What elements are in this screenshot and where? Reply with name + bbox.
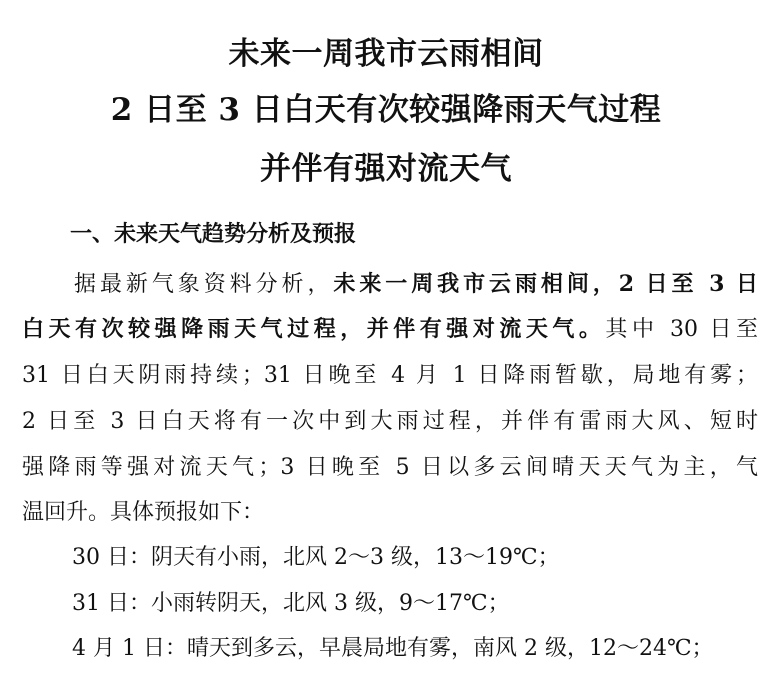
forecast-item: 31 日：小雨转阴天，北风 3 级，9～17℃； [72,591,510,616]
paragraph-line-2 [22,314,758,345]
paragraph-line-2-plain: 其中 30 日至 [605,317,758,342]
paragraph-line-2-bold: 白天有次较强降雨天气过程，并伴有强对流天气。 [22,316,606,342]
paragraph-line-6: 温回升。具体预报如下： [22,500,265,525]
forecast-item: 30 日：阴天有小雨，北风 2～3 级，13～19℃； [72,545,560,570]
paragraph-line-1-bold: 未来一周我市云雨相间，2 日至 3 日 [333,271,758,297]
forecast-item: 4 月 1 日：晴天到多云，早晨局地有雾，南风 2 级，12～24℃； [72,636,714,661]
title-line-1: 未来一周我市云雨相间 [228,36,544,72]
title-line-3: 并伴有强对流天气 [260,151,512,187]
paragraph-line-3: 31 日白天阴雨持续；31 日晚至 4 月 1 日降雨暂歇，局地有雾； [22,363,758,388]
paragraph-line-5: 强降雨等强对流天气；3 日晚至 5 日以多云间晴天天气为主，气 [22,455,758,480]
paragraph-line-1-plain: 据最新气象资料分析， [74,272,334,297]
title-line-2: 2 日至 3 日白天有次较强降雨天气过程 [110,92,662,128]
paragraph-line-1 [74,269,758,300]
section-heading: 一、未来天气趋势分析及预报 [70,222,357,247]
paragraph-line-4: 2 日至 3 日白天将有一次中到大雨过程，并伴有雷雨大风、短时 [22,409,758,434]
